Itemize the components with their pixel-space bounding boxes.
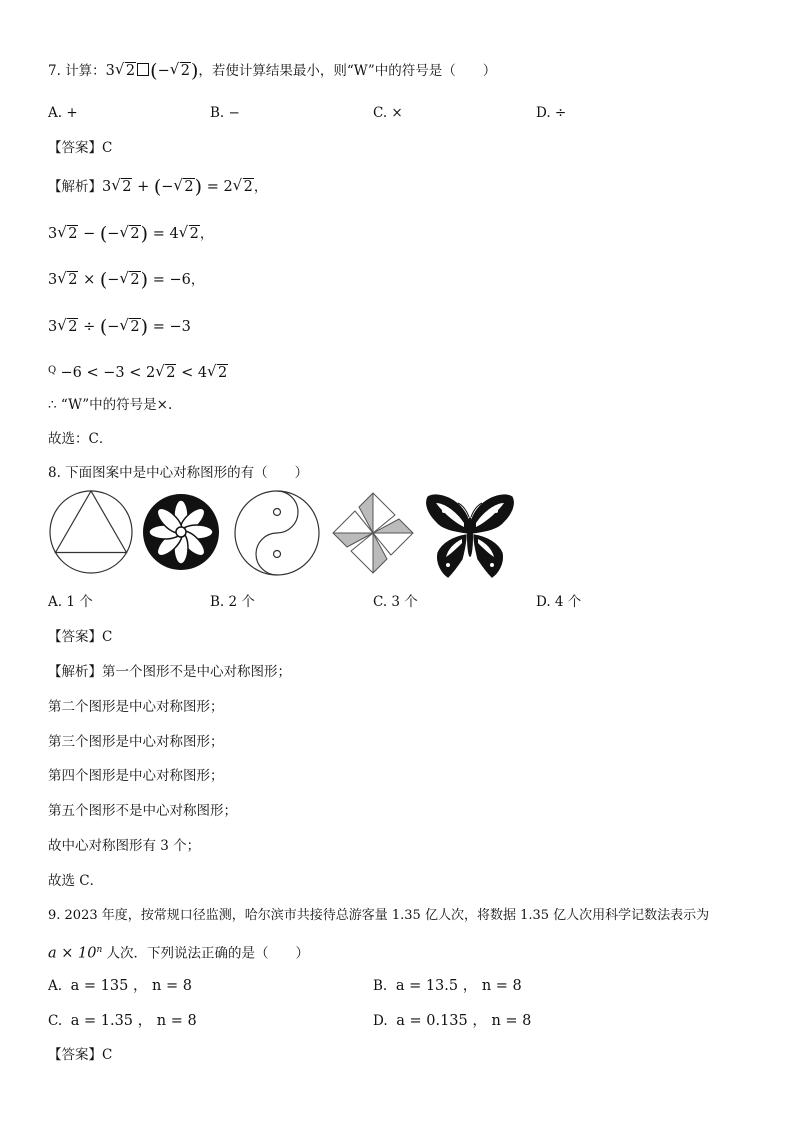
q7-option-d: D. ÷ bbox=[536, 105, 567, 121]
q7-expression: 3√ 2 (−√ 2) bbox=[106, 63, 199, 79]
q7-choice: 故选：C． bbox=[48, 431, 113, 447]
q8-analysis-1: 【解析】第一个图形不是中心对称图形； bbox=[48, 664, 291, 680]
yin-yang-figure bbox=[233, 489, 321, 577]
q9-question-line2: $a \times 10^n$ 人次．下列说法正确的是（ ） bbox=[48, 945, 310, 962]
q7-answer: 【答案】C bbox=[48, 140, 113, 156]
q8-analysis-6: 故中心对称图形有 3 个； bbox=[48, 838, 201, 854]
q7-step-3: 3√ 2 × (−√ 2) = −6， bbox=[48, 271, 204, 289]
q9-option-c: C. a = 1.35 ， n = 8 bbox=[48, 1013, 197, 1029]
q8-option-c: C. 3 个 bbox=[373, 594, 418, 610]
q8-analysis-5: 第五个图形不是中心对称图形； bbox=[48, 803, 237, 819]
q8-analysis-7: 故选 C． bbox=[48, 873, 104, 889]
q8-analysis-3: 第三个图形是中心对称图形； bbox=[48, 734, 224, 750]
q7-step-2: 3√ 2 − (−√ 2) = 4√ 2， bbox=[48, 225, 213, 243]
q9-option-b: B. a = 13.5 ， n = 8 bbox=[373, 978, 522, 994]
butterfly-figure bbox=[424, 489, 516, 581]
q8-analysis-2: 第二个图形是中心对称图形； bbox=[48, 699, 224, 715]
q7-conclusion: ∴ “W”中的符号是×. bbox=[48, 397, 173, 413]
q8-option-d: D. 4 个 bbox=[536, 594, 582, 610]
pinwheel-figure bbox=[329, 489, 417, 577]
blank-box-icon bbox=[137, 63, 149, 76]
q7-prompt: ，若使计算结果最小，则“W”中的符号是（ ） bbox=[198, 63, 497, 79]
q9-question-line1: 9. 2023 年度，按常规口径监测，哈尔滨市共接待总游客量 1.35 亿人次，将数据 1.35 亿人次用科学记数法表示为 bbox=[48, 908, 710, 923]
flower-rosette-figure bbox=[141, 489, 221, 575]
q8-analysis-4: 第四个图形是中心对称图形； bbox=[48, 768, 224, 784]
q7-step-4: 3√ 2 ÷ (−√ 2) = −3 bbox=[48, 318, 191, 336]
q7-question bbox=[48, 62, 496, 80]
q7-number: 7. 计算： bbox=[48, 63, 106, 79]
q7-option-a: A. + bbox=[48, 105, 78, 121]
q8-answer: 【答案】C bbox=[48, 629, 113, 645]
triangle-in-circle-figure bbox=[48, 489, 134, 575]
q7-option-c: C. × bbox=[373, 105, 403, 121]
q7-option-b: B. − bbox=[210, 105, 240, 121]
q8-question: 8. 下面图案中是中心对称图形的有（ ） bbox=[48, 465, 309, 481]
q9-option-d: D. a = 0.135 ， n = 8 bbox=[373, 1013, 532, 1029]
q9-answer: 【答案】C bbox=[48, 1047, 113, 1063]
q7-comparison: $^Q$ −6 < −3 < 2√ 2 < 4√ 2 bbox=[48, 362, 228, 382]
q7-step-1: 【解析】3√ 2 + (−√ 2) = 2√ 2， bbox=[48, 178, 267, 196]
q8-option-a: A. 1 个 bbox=[48, 594, 93, 610]
q8-option-b: B. 2 个 bbox=[210, 594, 255, 610]
q9-option-a: A. a = 135 ， n = 8 bbox=[48, 978, 192, 994]
